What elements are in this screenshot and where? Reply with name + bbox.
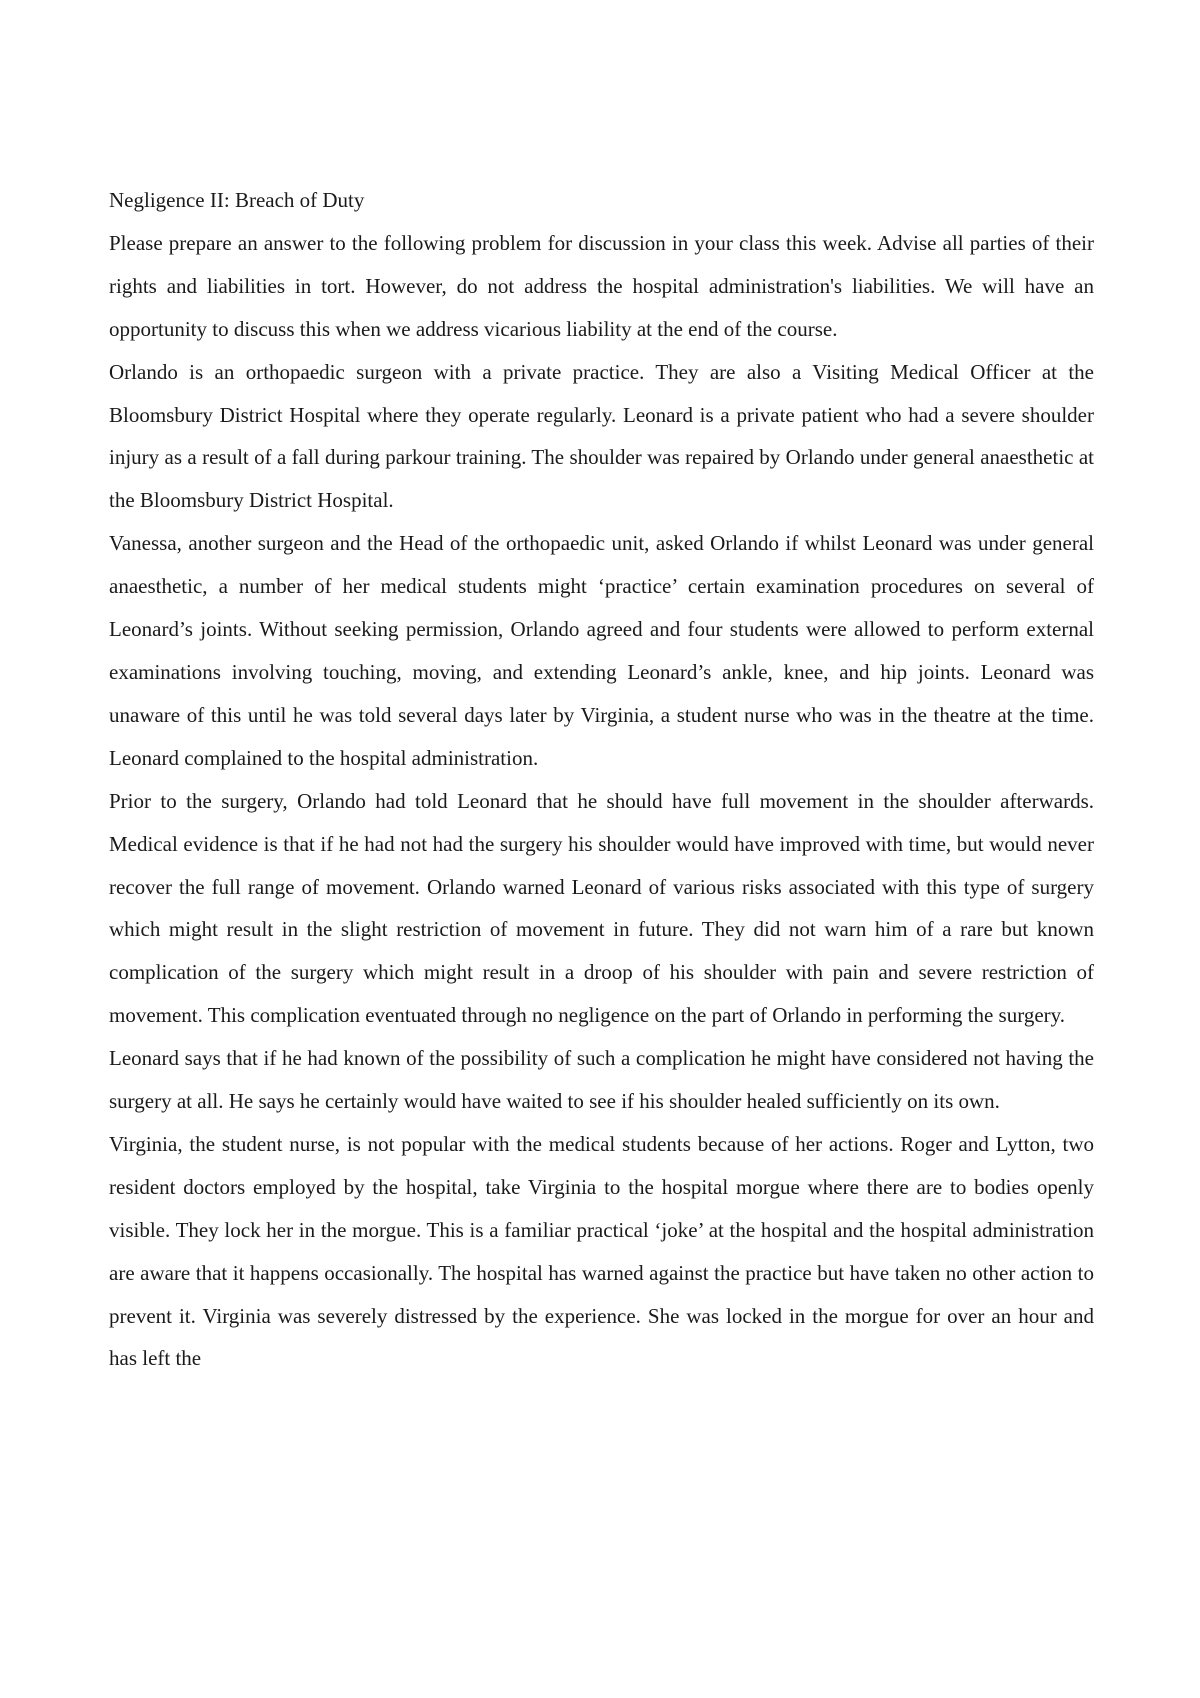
document-body [109,179,1094,1380]
document-title: Negligence II: Breach of Duty [109,188,365,212]
paragraph-leonard-claim: Leonard says that if he had known of the possibility of such a complication he might have considered not having the surgery at all. He says he certainly would have waited to see if his shoulder healed sufficiently on its own. [109,1046,1094,1114]
paragraph-virginia-morgue: Virginia, the student nurse, is not popular with the medical students because of her actions. Roger and Lytton, two resident doctors employed by the hospital, take Virginia to the hospital morgue where there are to bodies openly visible. They lock her in the morgue. This is a familiar practical ‘joke’ at the hospital and the hospital administration are aware that it happens occasionally. The hospital has warned against the practice but have taken no other action to prevent it. Virginia was severely distressed by the experience. She was locked in the morgue for over an hour and has left the [109,1131,1094,1371]
paragraph-surgery-risks: Prior to the surgery, Orlando had told Leonard that he should have full movement in the shoulder afterwards. Medical evidence is that if he had not had the surgery his shoulder would have improved with time, but would never recover the full range of movement. Orlando warned Leonard of various risks associated with this type of surgery which might result in the slight restriction of movement in future. They did not warn him of a rare but known complication of the surgery which might result in a droop of his shoulder with pain and severe restriction of movement. This complication eventuated through no negligence on the part of Orlando in performing the surgery. [109,788,1094,1028]
paragraph-vanessa-students: Vanessa, another surgeon and the Head of the orthopaedic unit, asked Orlando if whilst Leonard was under general anaesthetic, a number of her medical students might ‘practice’ certain examination procedures on several of Leonard’s joints. Without seeking permission, Orlando agreed and four students were allowed to perform external examinations involving touching, moving, and extending Leonard’s ankle, knee, and hip joints. Leonard was unaware of this until he was told several days later by Virginia, a student nurse who was in the theatre at the time. Leonard complained to the hospital administration. [109,531,1094,770]
paragraph-instructions: Please prepare an answer to the following problem for discussion in your class this week. Advise all parties of their rights and liabilities in tort. However, do not address the hospital administration's liabilities. We will have an opportunity to discuss this when we address vicarious liability at the end of the course. [109,230,1094,341]
paragraph-orlando-leonard: Orlando is an orthopaedic surgeon with a private practice. They are also a Visiting Medical Officer at the Bloomsbury District Hospital where they operate regularly. Leonard is a private patient who had a severe shoulder injury as a result of a fall during parkour training. The shoulder was repaired by Orlando under general anaesthetic at the Bloomsbury District Hospital. [109,359,1094,513]
